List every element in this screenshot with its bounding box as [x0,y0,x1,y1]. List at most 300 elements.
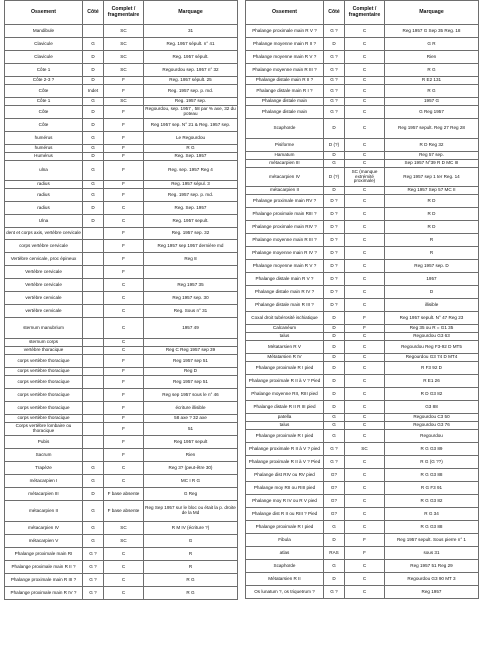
cell-ossement: Phalange proximale main RIV ? [246,221,324,234]
cell-cote: RAS [324,547,345,560]
cell-complet: C [345,273,385,286]
bone-table-right [245,0,479,599]
table-row [246,160,479,168]
cell-cote [83,305,104,318]
cell-cote: D ? [324,195,345,208]
cell-cote: D [83,488,104,501]
cell-complet: F [104,153,144,161]
cell-marquage: R G [144,587,238,600]
cell-marquage: Reg C Reg 1957 sep 39 [144,347,238,355]
cell-cote: D [324,119,345,139]
cell-complet: C [104,215,144,228]
cell-marquage: 1957 49 [144,318,238,339]
cell-complet: C [345,401,385,414]
cell-cote: Indet [83,85,104,98]
cell-cote [83,253,104,266]
cell-complet: C [345,64,385,77]
table-row [5,339,238,347]
table-row [5,106,238,119]
cell-complet: F [345,325,385,333]
table-row [246,333,479,341]
cell-cote: D [324,38,345,51]
cell-complet: C [345,51,385,64]
cell-marquage: R G [385,85,479,98]
table-row [246,106,479,119]
cell-cote: D [324,401,345,414]
cell-cote: D [324,354,345,362]
cell-complet: F base absente [104,488,144,501]
cell-marquage: Reg 1957 sep. N° 21 & Reg. 1957 sep. [144,119,238,132]
cell-ossement: Phalange moyenne main R IV ? [246,247,324,260]
cell-ossement: Sacrum [5,449,83,462]
table-row [246,388,479,401]
table-body [5,25,238,600]
table-row [246,187,479,195]
cell-marquage: Rien [144,449,238,462]
cell-cote: G [83,161,104,181]
cell-marquage: R D [385,195,479,208]
cell-cote: G? [324,482,345,495]
cell-ossement: Phalange distale main [246,106,324,119]
table-row [5,189,238,202]
cell-ossement: Métatarsien R IV [246,354,324,362]
cell-complet: SC [104,25,144,38]
cell-marquage: Reg 3? (peut-être 30) [144,462,238,475]
table-row [5,132,238,145]
cell-cote [83,25,104,38]
cell-ossement: Phalange distale R II R III pied [246,401,324,414]
cell-marquage: R [144,548,238,561]
cell-ossement: Phalange distale main R II ? [246,77,324,85]
cell-cote: D [83,153,104,161]
cell-complet: C [345,195,385,208]
cell-ossement: Scaphoïde [246,560,324,573]
cell-complet: F [104,436,144,449]
cell-ossement: corps vertèbre thoracique [5,355,83,368]
cell-marquage: R G [144,574,238,587]
table-row [5,423,238,436]
cell-ossement: Phalange proximale R I pied [246,521,324,534]
cell-marquage: Reg 1957 G Sep 35 Reg. 18 [385,25,479,38]
cell-ossement: Phalange proximale main R V ? [246,25,324,38]
cell-complet: F [104,266,144,279]
table-row [246,521,479,534]
cell-cote: D [83,202,104,215]
cell-marquage: Reg 35 ou R = G1 35 [385,325,479,333]
cell-marquage: R G G3 89 [385,443,479,456]
cell-complet: C [345,362,385,375]
cell-cote: D ? [324,273,345,286]
cell-cote: G [83,132,104,145]
cell-complet: SC [104,98,144,106]
cell-complet: F [345,547,385,560]
cell-complet: F [104,449,144,462]
table-row [5,462,238,475]
table-row [246,586,479,599]
cell-complet: C [104,305,144,318]
cell-ossement: radius [5,181,83,189]
cell-ossement: atlas [246,547,324,560]
cell-complet: C [345,234,385,247]
cell-cote: D [324,333,345,341]
table-row [5,253,238,266]
cell-ossement: corps vertèbre thoracique [5,415,83,423]
cell-marquage: R [385,234,479,247]
cell-marquage: Reg. 1957 sépult. 25 [144,77,238,85]
cell-cote: G [324,560,345,573]
table-row [246,469,479,482]
cell-marquage: Reg. 1957 sepult. [144,215,238,228]
table-row [5,535,238,548]
cell-marquage: Reg 8 [144,253,238,266]
cell-cote: G [83,475,104,488]
cell-cote [83,423,104,436]
cell-cote: G ? [324,25,345,38]
cell-marquage: Regourdou G3 90 MT 3 [385,573,479,586]
cell-marquage: R G [144,145,238,153]
cell-cote [83,347,104,355]
cell-complet: C [104,318,144,339]
cell-cote: G ? [324,77,345,85]
table-row [246,325,479,333]
table-body [246,25,479,599]
cell-marquage [144,339,238,347]
table-header-row [246,1,479,25]
cell-cote: G [83,145,104,153]
table-row [246,573,479,586]
cell-ossement: Phalange distale main R III ? [246,299,324,312]
cell-complet: C [104,561,144,574]
cell-marquage: D [385,286,479,299]
cell-cote: D ? [324,247,345,260]
cell-cote: G [83,181,104,189]
cell-marquage: Reg 1957 sepult. Reg 27 Reg 28 [385,119,479,139]
cell-marquage: G Reg 1957 [385,106,479,119]
cell-cote: D [83,77,104,85]
cell-complet: F [104,106,144,119]
cell-complet: C [104,347,144,355]
cell-complet: F [104,161,144,181]
cell-ossement: vertèbre thoracique [5,347,83,355]
cell-marquage: R D [385,208,479,221]
cell-ossement: Vertèbre cervicale [5,279,83,292]
table-header-row [5,1,238,25]
cell-complet: F [104,132,144,145]
cell-complet: F [104,240,144,253]
cell-marquage: illisible [385,299,479,312]
cell-complet: C [104,548,144,561]
cell-ossement: Ulna [5,215,83,228]
cell-cote [83,228,104,240]
cell-complet: F [104,389,144,402]
cell-cote: D [324,388,345,401]
table-row [246,422,479,430]
header-cote: Côté [83,1,104,25]
cell-marquage: Reg. 1957 sep. p. md. [144,189,238,202]
cell-complet: F [104,376,144,389]
cell-ossement: Phalange proximale main RV ? [246,195,324,208]
cell-cote: G [83,98,104,106]
table-row [5,501,238,522]
cell-marquage: 31 [144,25,238,38]
table-row [5,85,238,98]
table-row [246,443,479,456]
cell-ossement: Trapèze [5,462,83,475]
cell-cote: G ? [324,64,345,77]
cell-marquage: R G G3 88 [385,469,479,482]
cell-complet: F [104,119,144,132]
cell-ossement: radius [5,202,83,215]
table-row [5,318,238,339]
cell-cote: D [324,325,345,333]
cell-complet: F [104,85,144,98]
cell-cote: D (?) [324,139,345,152]
cell-complet: C [345,560,385,573]
cell-cote: G [83,462,104,475]
cell-complet: C [345,208,385,221]
cell-ossement: Phalange proximale main RI [5,548,83,561]
cell-complet: C [345,106,385,119]
cell-cote [83,266,104,279]
table-row [5,98,238,106]
cell-ossement: Phalange moy RII ou RIII pied [246,482,324,495]
cell-cote [83,279,104,292]
cell-marquage: R G (G ??) [385,456,479,469]
cell-marquage: écriture illisible [144,402,238,415]
table-row [246,51,479,64]
cell-marquage: Reg 57 sep. [385,152,479,160]
cell-complet: C [345,422,385,430]
table-row [246,375,479,388]
cell-complet: F [104,189,144,202]
table-row [246,208,479,221]
cell-ossement: Phalange moyenne main R III ? [246,234,324,247]
cell-complet: F [104,77,144,85]
cell-marquage: G Reg [144,488,238,501]
table-row [246,152,479,160]
cell-complet: C [345,260,385,273]
cell-complet: F [345,534,385,547]
table-row [5,77,238,85]
cell-ossement: corps vertèbre thoracique [5,389,83,402]
cell-cote: G ? [324,51,345,64]
cell-marquage: Reg. 1957 sep. [144,98,238,106]
cell-complet: C [345,139,385,152]
cell-marquage: Reg. Sep. 1957 [144,153,238,161]
cell-complet: C [345,98,385,106]
cell-cote: D [324,187,345,195]
cell-ossement: Phalange moyenne main R III ? [246,64,324,77]
cell-cote: G [324,521,345,534]
cell-complet: SC [104,51,144,64]
cell-ossement: Mandibule [5,25,83,38]
header-cote: Côté [324,1,345,25]
table-row [246,508,479,521]
cell-cote: G ? [83,561,104,574]
cell-cote: G ? [324,106,345,119]
cell-complet: C [345,77,385,85]
table-row [246,260,479,273]
cell-marquage: Sep 1957 N°39 R D MC III [385,160,479,168]
table-row [246,456,479,469]
cell-complet: C [345,333,385,341]
table-row [5,522,238,535]
header-ossement: Ossement [5,1,83,25]
table-row [246,401,479,414]
cell-cote: D [324,375,345,388]
cell-marquage: Reg. 1957 sépult. n° 41 [144,38,238,51]
table-row [246,534,479,547]
table-row [5,548,238,561]
cell-ossement: métacarpien III [5,488,83,501]
cell-cote: D ? [324,234,345,247]
cell-cote [83,368,104,376]
cell-marquage: 58 axe ? 32 axe [144,415,238,423]
cell-complet: C [104,339,144,347]
table-row [5,402,238,415]
cell-ossement: Pubis [5,436,83,449]
cell-ossement: Humérus [5,153,83,161]
cell-complet: C [345,354,385,362]
cell-cote [83,436,104,449]
cell-complet: F [104,145,144,153]
table-row [5,64,238,77]
cell-cote: G ? [83,587,104,600]
cell-cote: G [324,160,345,168]
table-row [5,119,238,132]
cell-complet: SC [104,522,144,535]
cell-complet: C [345,119,385,139]
cell-cote: G [324,430,345,443]
table-row [5,161,238,181]
cell-ossement: Côte 1 [5,64,83,77]
cell-complet: F [104,181,144,189]
cell-ossement: humérus [5,132,83,145]
cell-cote: D [324,534,345,547]
cell-marquage: Regourdou G3 63 [385,333,479,341]
table-row [5,436,238,449]
table-row [5,181,238,189]
cell-complet: F [104,228,144,240]
cell-complet: C [345,25,385,38]
cell-complet: C [345,388,385,401]
cell-complet: C [345,414,385,422]
table-row [5,355,238,368]
cell-ossement: Côte [5,85,83,98]
cell-complet: C [345,152,385,160]
cell-complet: C [345,456,385,469]
cell-marquage: 1957 G [385,98,479,106]
cell-complet: F [345,312,385,325]
cell-ossement: patella [246,414,324,422]
cell-marquage: R D Reg 32 [385,139,479,152]
cell-complet: F base absente [104,501,144,522]
cell-ossement: Clavicule [5,51,83,64]
table-row [246,119,479,139]
cell-complet: C [345,38,385,51]
cell-cote [83,376,104,389]
table-row [5,574,238,587]
cell-ossement: Phalange proximale main R IV ? [5,587,83,600]
table-row [246,273,479,286]
header-ossement: Ossement [246,1,324,25]
table-row [246,168,479,187]
cell-marquage: Regourdou Reg F3-92 D MT5 [385,341,479,354]
cell-ossement: corps vertèbre thoracique [5,376,83,389]
cell-complet: F [104,415,144,423]
cell-marquage: Reg Sep 1957 sur le bloc ou était la p. droite de la Md [144,501,238,522]
cell-cote [83,389,104,402]
cell-marquage: R G 34 [385,508,479,521]
cell-marquage: Rien [385,51,479,64]
cell-marquage: Regourdou [385,430,479,443]
cell-ossement: Os lunatum ?, os triquetrum ? [246,586,324,599]
cell-marquage: Reg 1957 sep. 30 [144,292,238,305]
cell-cote: G [83,38,104,51]
table-row [246,98,479,106]
cell-complet: C [345,521,385,534]
cell-ossement: Côte 1 [5,98,83,106]
table-row [5,215,238,228]
cell-complet: C [345,508,385,521]
cell-ossement: talus [246,422,324,430]
cell-ossement: dent et corps axis, vertèbre cervicale [5,228,83,240]
cell-ossement: Phalange distale main R V ? [246,273,324,286]
table-row [5,561,238,574]
table-row [5,292,238,305]
table-row [246,299,479,312]
cell-marquage: R D [385,221,479,234]
header-complet: Complet / fragmentaire [104,1,144,25]
cell-ossement: Côte [5,119,83,132]
cell-marquage: Reg 1957 sepult. Sous pierre n° 1 [385,534,479,547]
cell-marquage: R G G3 82 [385,495,479,508]
cell-ossement: Phalange dist R II ou RIII ? Pied [246,508,324,521]
cell-marquage: 1957 [385,273,479,286]
cell-marquage: Regourdou sep. 1957 n° 32 [144,64,238,77]
table-row [5,449,238,462]
cell-complet: SC [104,38,144,51]
table-row [5,153,238,161]
cell-complet: C [345,286,385,299]
cell-marquage: G3 88 [385,401,479,414]
table-row [246,64,479,77]
table-row [246,139,479,152]
cell-marquage: Reg D [144,368,238,376]
cell-cote: G? [324,508,345,521]
cell-ossement: Calcanéum [246,325,324,333]
cell-marquage: Reg 1957 sep 51 [144,376,238,389]
cell-cote: G [83,501,104,522]
bone-table-left [4,0,238,600]
cell-marquage: R M IV (écriture ?) [144,522,238,535]
cell-ossement: corps vertèbre thoracique [5,368,83,376]
table-row [5,368,238,376]
cell-complet: F [104,368,144,376]
cell-ossement: Phalange distale main R I ? [246,85,324,98]
cell-marquage: sous 31 [385,547,479,560]
cell-complet: C [345,85,385,98]
cell-marquage: Reg 1957 sep 1957 dernière md [144,240,238,253]
cell-ossement: métacarpien III [246,160,324,168]
cell-marquage: Regourdou C3 50 [385,414,479,422]
cell-complet: C [345,495,385,508]
cell-complet: C [345,375,385,388]
cell-marquage: Reg. 1957 sep. 32 [144,228,238,240]
cell-complet: C [345,430,385,443]
table-row [246,547,479,560]
cell-complet: C [345,469,385,482]
